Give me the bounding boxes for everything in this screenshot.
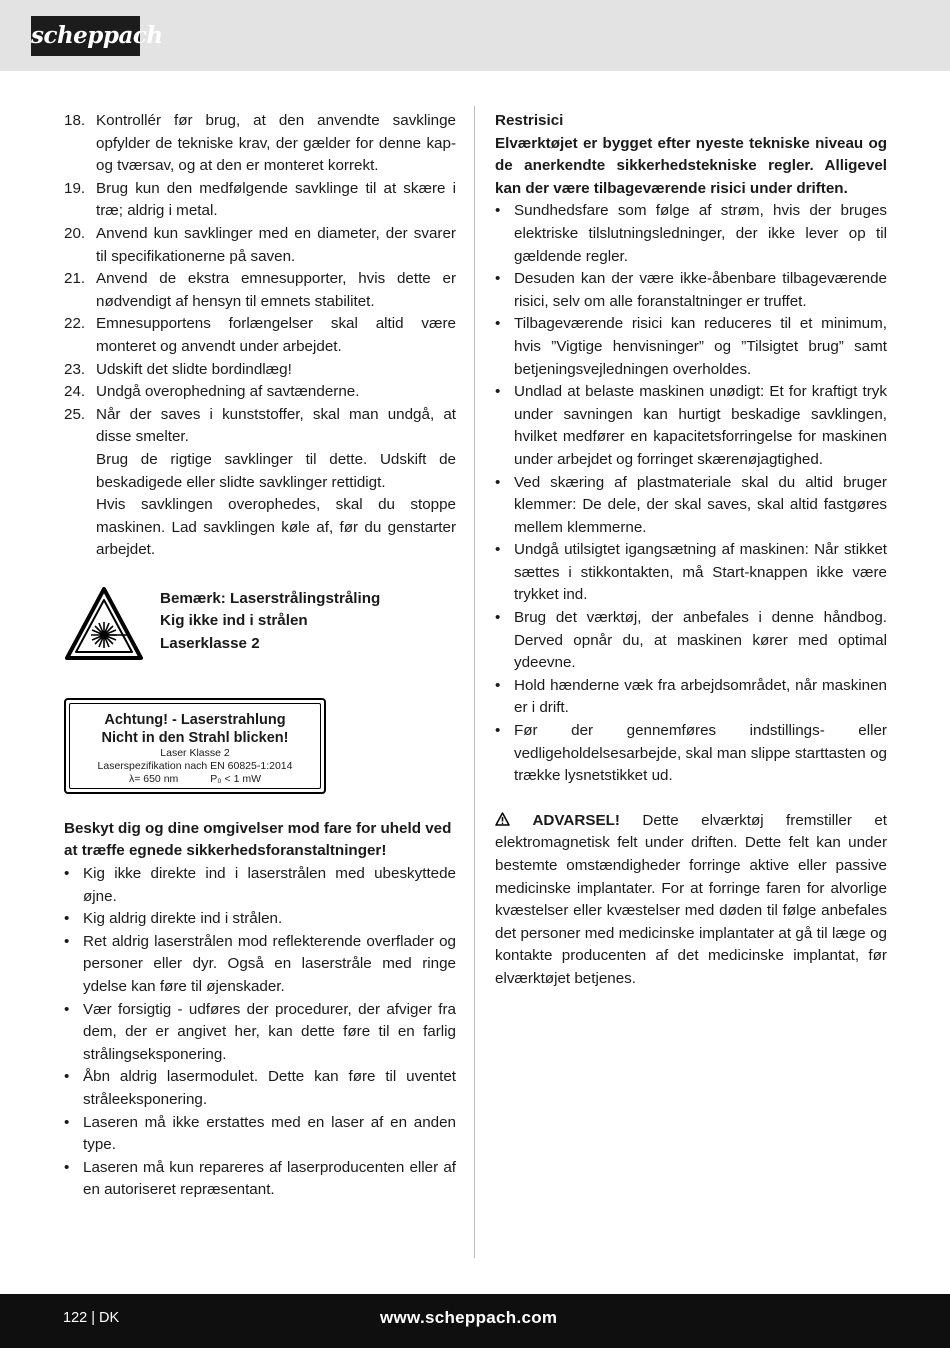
list-item: • Åbn aldrig lasermodulet. Dette kan føre til uventet stråleeksponering. <box>64 1068 456 1108</box>
page-number: 122 | DK <box>63 1310 120 1326</box>
laser-hazard-icon <box>64 586 144 662</box>
emf-warning <box>495 810 887 991</box>
list-item: • Vær forsigtig - udføres der procedurer, der afviger fra dem, der er angivet her, kan dette føre til en farlig strålingseksponering. <box>64 1000 456 1063</box>
list-item: • Sundhedsfare som følge af strøm, hvis der bruges elektriske tilslutningsledninger, der ikke lever op til gældende regler. <box>495 202 887 265</box>
numbered-item: 24. Undgå overophedning af savtænderne. <box>64 383 360 401</box>
warning-text: Dette elværktøj fremstiller et elektromagnetisk felt under driften. Dette felt kan under bestemte omstændigheder forringe aktive eller passive medicinske implantater. For at forringe faren for alvorlige kvæstelser eller kvæstelser med døden til følge anbefales det personer med medicinske implantater at gå til læge og kontakte producenten af det medicinske implantat, før elværktøjet betjenes. <box>495 811 887 987</box>
page-header <box>0 0 950 71</box>
item-continuation: Brug de rigtige savklinger til dette. Udskift de beskadigede eller slidte savklinger rettidigt. <box>96 450 456 491</box>
numbered-item: 20. Anvend kun savklinger med en diameter, der svarer til specifikationerne på saven. <box>64 224 456 265</box>
warning-label: ADVARSEL! <box>532 811 620 829</box>
laser-label: Achtung! - Laserstrahlung Nicht in den Strahl blicken! Laser Klasse 2 Laserspezifikation nach EN 60825-1:2014 λ= 650 nm P₀ < 1 mW <box>64 698 326 794</box>
numbered-item: 22. Emnesupportens forlængelser skal altid være monteret og anvendt under arbejdet. <box>64 315 456 355</box>
list-item: • Undlad at belaste maskinen unødigt: Et for kraftigt tryk under savningen kan hurtigt beskadige savklingen, hvilket medfører en kapacitetsforringelse for maskinen under arbejdet og forringet skærenøjagtighed. <box>495 383 887 468</box>
laser-warning-text: Bemærk: Laserstrålingstråling Kig ikke ind i strålen Laserklasse 2 <box>160 589 381 653</box>
laser-warning-notice <box>64 586 456 686</box>
section-title: Restrisici <box>495 112 564 129</box>
numbered-item: 19. Brug kun den medfølgende savklinge til at skære i træ; aldrig i metal. <box>64 179 456 220</box>
list-item: • Ret aldrig laserstrålen mod reflekterende overflader og personer eller dyr. Også en laserstråle med ringe ydelse kan føre til øjenskader. <box>64 932 456 996</box>
section-intro: Elværktøjet er bygget efter nyeste tekniske niveau og de anerkendte sikkerhedstekniske regler. Alligevel kan der være tilbageværende risici under driften. <box>495 134 887 197</box>
list-item: • Laseren må ikke erstattes med en laser af en anden type. <box>64 1113 456 1154</box>
scheppach-logo: scheppach <box>31 16 140 56</box>
safety-intro: Beskyt dig og dine omgivelser mod fare for uheld ved at træffe egnede sikkerhedsforanstaltninger! <box>64 819 452 860</box>
list-item: • Kig aldrig direkte ind i strålen. <box>64 910 283 928</box>
numbered-item: 25. Når der saves i kunststoffer, skal man undgå, at disse smelter. <box>64 405 456 446</box>
website-link[interactable]: www.scheppach.com <box>380 1308 558 1327</box>
list-item: • Ved skæring af plastmateriale skal du altid bruger klemmer: De dele, der skal saves, skal altid fastgøres mellem klemmerne. <box>495 473 887 536</box>
item-continuation: Hvis savklingen overophedes, skal du stoppe maskinen. Lad savklingen køle af, før du genstarter arbejdet. <box>96 496 456 559</box>
right-column <box>495 110 887 991</box>
list-item: • Kig ikke direkte ind i laserstrålen med ubeskyttede øjne. <box>64 865 456 905</box>
warning-triangle-icon <box>495 812 510 826</box>
numbered-item: 21. Anvend de ekstra emnesupporter, hvis dette er nødvendigt af hensyn til emnets stabilitet. <box>64 270 456 310</box>
numbered-item: 23. Udskift det slidte bordindlæg! <box>64 360 292 378</box>
page-footer <box>0 1294 950 1348</box>
list-item: • Hold hænderne væk fra arbejdsområdet, når maskinen er i drift. <box>495 676 887 717</box>
list-item: • Tilbageværende risici kan reduceres til et minimum, hvis ”Vigtige henvisninger” og ”Tilsigtet brug” samt betjeningsvejledningen overholdes. <box>495 315 887 378</box>
list-item: • Brug det værktøj, der anbefales i denne håndbog. Derved opnår du, at maskinen kører med optimal ydeevne. <box>495 609 887 672</box>
list-item: • Desuden kan der være ikke-åbenbare tilbageværende risici, selv om alle foranstaltninger er truffet. <box>495 270 887 310</box>
left-column <box>64 110 456 1202</box>
list-item: • Før der gennemføres indstillings- eller vedligeholdelsesarbejde, skal man slippe starttasten og trække lysnetstikket ud. <box>495 722 887 785</box>
numbered-item: 18. Kontrollér før brug, at den anvendte savklinge opfylder de tekniske krav, der gælder for denne kap- og tværsav, og at den er monteret korrekt. <box>64 112 456 175</box>
list-item: • Laseren må kun repareres af laserproducenten eller af en autoriseret repræsentant. <box>64 1158 456 1199</box>
list-item: • Undgå utilsigtet igangsætning af maskinen: Når stikket sættes i stikkontakten, må Start-knappen ikke være trykket ind. <box>495 541 887 604</box>
column-divider <box>474 106 475 1258</box>
